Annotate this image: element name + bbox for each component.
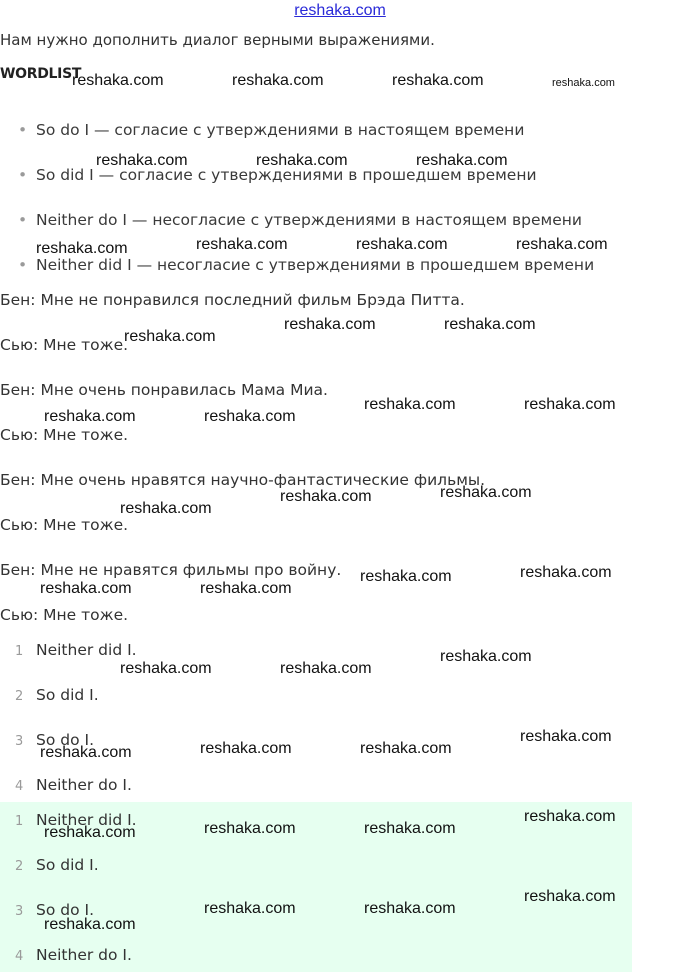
watermark: reshaka.com [552, 77, 615, 89]
watermark: reshaka.com [524, 396, 616, 413]
option-number: 4 [15, 779, 24, 794]
wordlist-item [18, 211, 582, 229]
watermark: reshaka.com [392, 72, 484, 89]
watermark: reshaka.com [364, 900, 456, 917]
watermark: reshaka.com [520, 728, 612, 745]
watermark: reshaka.com [44, 408, 136, 425]
watermark: reshaka.com [44, 824, 136, 841]
watermark: reshaka.com [524, 808, 616, 825]
dialogue-line: Сью: Мне тоже. [0, 606, 129, 624]
dialogue-line: Сью: Мне тоже. [0, 426, 129, 444]
watermark: reshaka.com [516, 236, 608, 253]
option-number: 1 [15, 644, 24, 659]
answer-text: So do I. [36, 901, 94, 919]
watermark: reshaka.com [440, 484, 532, 501]
watermark: reshaka.com [204, 408, 296, 425]
dialogue-line: Бен: Мне не нравятся фильмы про войну. [0, 561, 342, 579]
answer-text: Neither did I. [36, 811, 137, 829]
wordlist-item-text: So do I — согласие с утверждениями в настоящем времени [36, 121, 525, 139]
watermark: reshaka.com [36, 240, 128, 257]
answer-item [0, 856, 99, 874]
option-number: 3 [15, 734, 24, 749]
wordlist-item-text: Neither did I — несогласие с утверждениями в прошедшем времени [36, 256, 595, 274]
dialogue-line: Бен: Мне очень нравятся научно-фантастические фильмы. [0, 471, 486, 489]
option-text: Neither did I. [36, 641, 137, 659]
watermark: reshaka.com [196, 236, 288, 253]
answer-number: 3 [15, 904, 24, 919]
watermark: reshaka.com [444, 316, 536, 333]
answer-number: 1 [15, 814, 24, 829]
watermark: reshaka.com [120, 660, 212, 677]
watermark: reshaka.com [280, 488, 372, 505]
watermark: reshaka.com [440, 648, 532, 665]
dialogue-line: Сью: Мне тоже. [0, 336, 129, 354]
watermark: reshaka.com [40, 580, 132, 597]
dialogue-line: Бен: Мне не понравился последний фильм Брэда Питта. [0, 291, 465, 309]
option-text: So did I. [36, 686, 99, 704]
wordlist-item [18, 121, 524, 139]
watermark: reshaka.com [356, 236, 448, 253]
option-item [0, 776, 132, 794]
watermark: reshaka.com [360, 568, 452, 585]
wordlist-item-text: So did I — согласие с утверждениями в прошедшем времени [36, 166, 537, 184]
watermark: reshaka.com [204, 820, 296, 837]
watermark: reshaka.com [280, 660, 372, 677]
option-text: Neither do I. [36, 776, 132, 794]
watermark: reshaka.com [524, 888, 616, 905]
watermark: reshaka.com [204, 900, 296, 917]
option-item [0, 686, 99, 704]
watermark: reshaka.com [44, 916, 136, 933]
answer-item [0, 946, 132, 964]
wordlist-item [18, 256, 594, 274]
watermark: reshaka.com [284, 316, 376, 333]
watermark: reshaka.com [364, 396, 456, 413]
bullet-icon: • [18, 211, 28, 229]
watermark: reshaka.com [120, 500, 212, 517]
watermark: reshaka.com [72, 72, 164, 89]
watermark: reshaka.com [124, 328, 216, 345]
watermark: reshaka.com [232, 72, 324, 89]
bullet-icon: • [18, 256, 28, 274]
watermark: reshaka.com [200, 580, 292, 597]
watermark: reshaka.com [364, 820, 456, 837]
watermark: reshaka.com [520, 564, 612, 581]
answer-number: 4 [15, 949, 24, 964]
bullet-icon: • [18, 121, 28, 139]
option-text: So do I. [36, 731, 94, 749]
wordlist-heading: WORDLIST [0, 66, 82, 82]
dialogue-line: Сью: Мне тоже. [0, 516, 129, 534]
watermark: reshaka.com [200, 740, 292, 757]
watermark: reshaka.com [360, 740, 452, 757]
dialogue-line: Бен: Мне очень понравилась Мама Миа. [0, 381, 328, 399]
answer-text: Neither do I. [36, 946, 132, 964]
option-number: 2 [15, 689, 24, 704]
watermark: reshaka.com [416, 152, 508, 169]
watermark: reshaka.com [40, 744, 132, 761]
watermark: reshaka.com [256, 152, 348, 169]
answer-number: 2 [15, 859, 24, 874]
bullet-icon: • [18, 166, 28, 184]
option-item [0, 641, 137, 659]
site-link[interactable]: reshaka.com [294, 2, 386, 19]
watermark: reshaka.com [96, 152, 188, 169]
wordlist-item-text: Neither do I — несогласие с утверждениями в настоящем времени [36, 211, 582, 229]
task-intro: Нам нужно дополнить диалог верными выражениями. [0, 31, 435, 49]
answer-text: So did I. [36, 856, 99, 874]
